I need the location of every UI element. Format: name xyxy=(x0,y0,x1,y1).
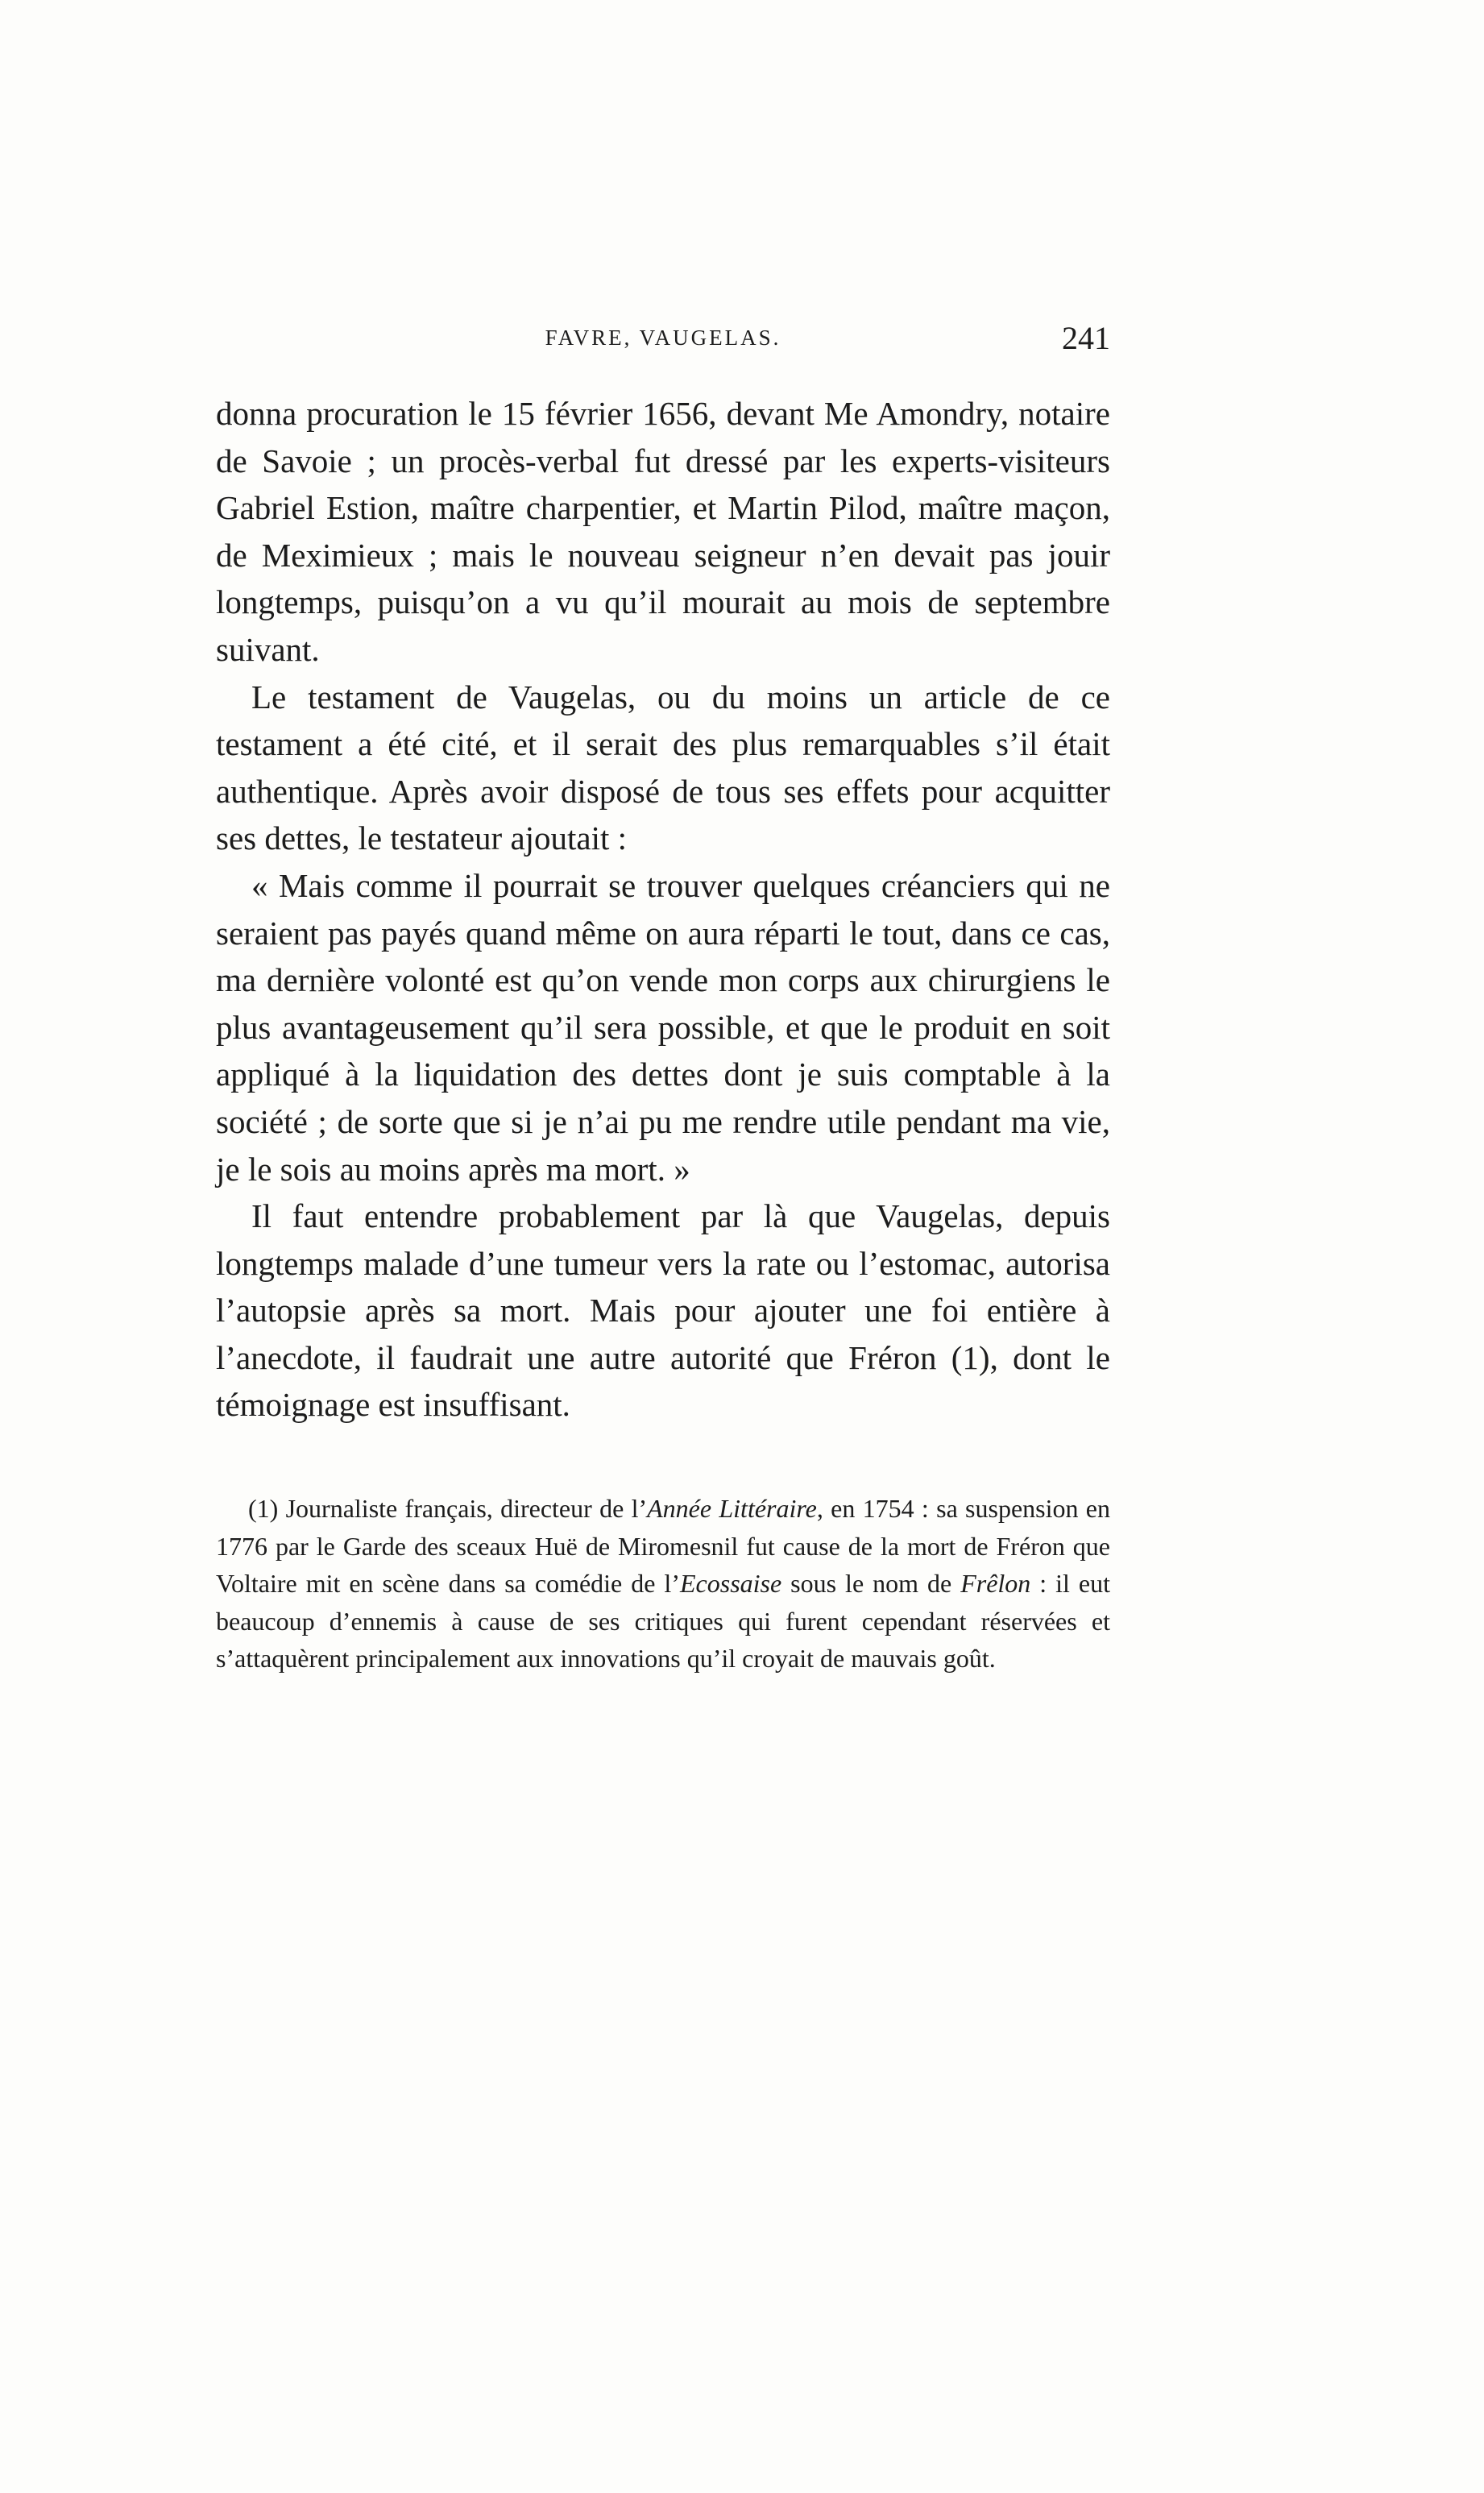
paragraph-3-quotation: « Mais comme il pourrait se trouver quelques créanciers qui ne seraient pas payés quand même on aura réparti le tout, dans ce cas, ma dernière volonté est qu’on vende mon corps aux chirurgiens le plus avantageusement qu’il sera possible, et que le produit en soit appliqué à la liquidation des dettes dont je suis comptable à la société ; de sorte que si je n’ai pu me rendre utile pendant ma vie, je le sois au moins après ma mort. » xyxy=(216,866,1110,1188)
footnote-text-4: : il eut beaucoup d’ennemis à cause de ses critiques qui furent cependant réservées et s’attaquèrent principalement aux innovations qu’il croyait de mauvais goût. xyxy=(216,1569,1111,1674)
footnote-italic-annee-litteraire: Année Littéraire xyxy=(647,1494,817,1524)
footnote-italic-frelon: Frêlon xyxy=(960,1569,1031,1599)
body-text xyxy=(216,390,1110,1429)
paragraph-4: Il faut entendre probablement par là que Vaugelas, depuis longtemps malade d’une tumeur vers la rate ou l’estomac, autorisa l’autopsie après sa mort. Mais pour ajouter une foi entière à l’anecdote, il faudrait une autre autorité que Fréron (1), dont le témoignage est insuffisant. xyxy=(216,1197,1110,1424)
running-title: FAVRE, VAUGELAS. xyxy=(545,326,781,350)
footnote-text-1: (1) Journaliste français, directeur de l’ xyxy=(248,1494,648,1524)
page-number: 241 xyxy=(1062,320,1110,356)
book-page xyxy=(216,320,1111,1678)
paragraph-1: donna procuration le 15 février 1656, devant Me Amondry, notaire de Savoie ; un procès-verbal fut dressé par les experts-visiteurs Gabriel Estion, maître charpentier, et Martin Pilod, maître maçon, de Meximieux ; mais le nouveau seigneur n’en devait pas jouir longtemps, puisqu’on a vu qu’il mourait au mois de septembre suivant. xyxy=(216,395,1110,668)
footnote xyxy=(216,1490,1110,1678)
running-head xyxy=(216,320,1110,366)
footnote-text-3: sous le nom de xyxy=(781,1569,961,1599)
paragraph-2: Le testament de Vaugelas, ou du moins un article de ce testament a été cité, et il serait des plus remarquables s’il était authentique. Après avoir disposé de tous ses effets pour acquitter ses dettes, le testateur ajoutait : xyxy=(216,678,1110,857)
footnote-text-2: , en 1754 : sa suspension en 1776 par le Garde des sceaux Huë de Miromesnil fut cause de la mort de Fréron que Voltaire mit en scène dans sa comédie de l’ xyxy=(216,1494,1111,1599)
footnote-italic-ecossaise: Ecossaise xyxy=(679,1569,782,1599)
